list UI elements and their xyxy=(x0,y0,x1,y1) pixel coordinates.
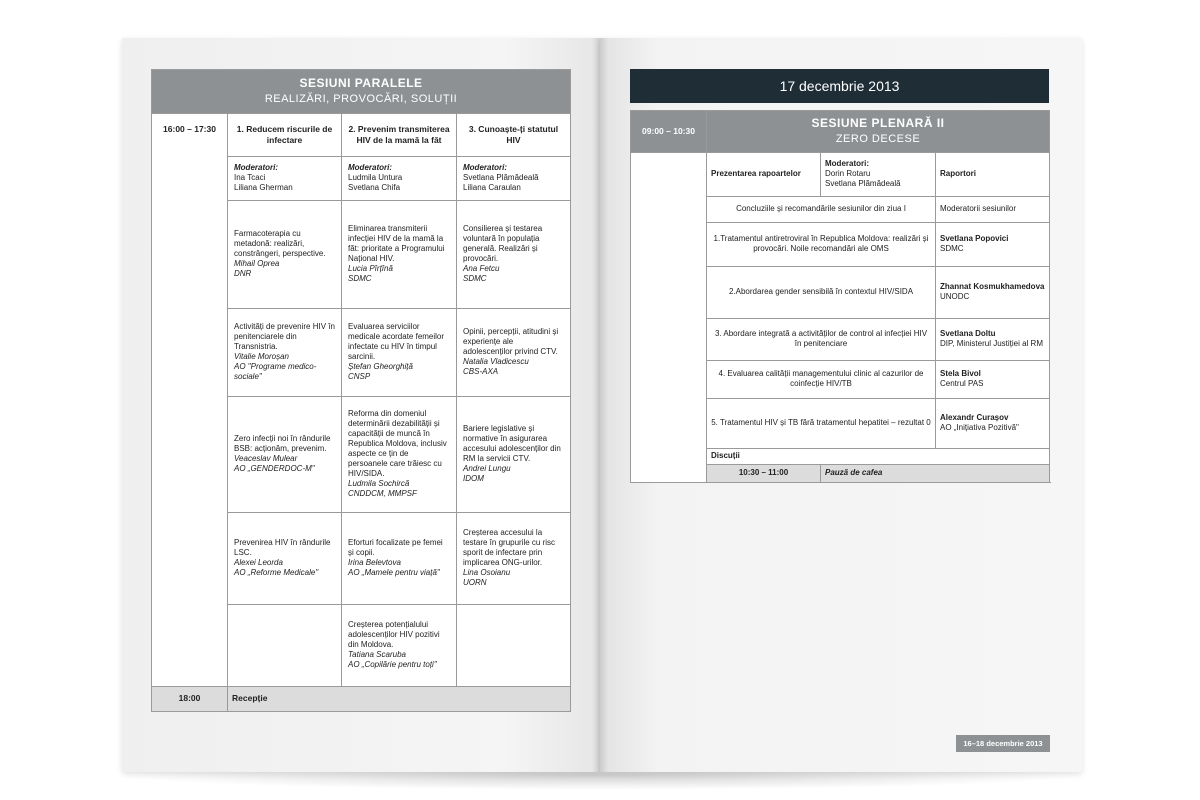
moderators-cell-1 xyxy=(228,156,342,200)
reporter-name: Svetlana Popovici xyxy=(940,234,1009,244)
break-time: 10:30 – 11:00 xyxy=(707,464,821,482)
reporter-cell xyxy=(936,222,1050,266)
presenter-name: Vitalie Moroșan xyxy=(234,352,289,362)
moderator-name: Liliana Gherman xyxy=(234,183,293,193)
presentation-cell xyxy=(342,512,457,604)
reporter-name: Stela Bivol xyxy=(940,369,981,379)
presentation-title: Creșterea accesului la testare în grupurile cu risc sporit de infectare prin implicarea ONG-urilor. xyxy=(463,528,556,568)
moderators-label: Moderatori: xyxy=(463,163,507,173)
presenter-name: Ștefan Gheorghiță xyxy=(348,362,413,372)
plenary-session-table xyxy=(630,110,1050,483)
parallel-sessions-table xyxy=(151,69,571,712)
presentation-title: Eforturi focalizate pe femei și copii. xyxy=(348,538,443,558)
column-header-2: 2. Prevenim transmiterea HIV de la mamă la făt xyxy=(342,113,457,156)
moderator-name: Svetlana Plămădeală xyxy=(825,179,901,189)
reporter-cell xyxy=(936,266,1050,318)
presentation-title: Opinii, percepții, atitudini și experiențe ale adolescenților privind CTV. xyxy=(463,327,559,357)
reporter-cell xyxy=(936,196,1050,222)
presenter-org: SDMC xyxy=(348,274,372,284)
presentation-cell xyxy=(228,512,342,604)
presentation-cell xyxy=(342,200,457,308)
presenter-org: DNR xyxy=(234,269,252,279)
book-gutter xyxy=(592,38,608,772)
presenter-org: CBS-AXA xyxy=(463,367,499,377)
moderator-name: Ludmila Untura xyxy=(348,173,403,183)
date-range-tag: 16–18 decembrie 2013 xyxy=(956,735,1050,752)
reception-time: 18:00 xyxy=(152,686,228,711)
presentation-cell xyxy=(228,308,342,396)
plenary-time: 09:00 – 10:30 xyxy=(631,111,707,153)
presentation-title: Reforma din domeniul determinării dezabilității și capacității de muncă în Republica Moldova, inclusiv aspecte ce țin de persoanele care trăiesc cu HIV/SIDA. xyxy=(348,409,447,479)
presentation-title: Bariere legislative și normative în asigurarea accesului adolescenților din RM la servicii CTV. xyxy=(463,424,561,464)
reporter-name: Zhannat Kosmukhamedova xyxy=(940,282,1045,292)
presentation-cell-empty xyxy=(228,604,342,686)
presenter-name: Ludmila Sochircă xyxy=(348,479,410,489)
moderator-name: Svetlana Chifa xyxy=(348,183,401,193)
reporters-column-header: Raportori xyxy=(936,152,1050,196)
presenter-org: CNDDCM, MMPSF xyxy=(348,489,417,499)
agenda-item: 5. Tratamentul HIV și TB fără tratamentul hepatitei – rezultat 0 xyxy=(707,398,936,448)
presenter-org: AO „Reforme Medicale" xyxy=(234,568,319,578)
presenter-name: Ana Fetcu xyxy=(463,264,500,274)
moderator-name: Liliana Caraulan xyxy=(463,183,521,193)
presenter-name: Veaceslav Mulear xyxy=(234,454,298,464)
parallel-sessions-subtitle: REALIZĂRI, PROVOCĂRI, SOLUȚII xyxy=(264,93,458,105)
presentation-title: Zero infecții noi în rândurile BSB: acționăm, prevenim. xyxy=(234,434,331,454)
presentation-cell xyxy=(228,200,342,308)
presenter-org: UORN xyxy=(463,578,487,588)
presentation-column-header: Prezentarea rapoartelor xyxy=(707,152,821,196)
presentation-title: Activități de prevenire HIV în penitenciarele din Transnistria. xyxy=(234,322,335,352)
reporter-org: UNODC xyxy=(940,292,970,302)
reporter-org: SDMC xyxy=(940,244,964,254)
presenter-name: Mihail Oprea xyxy=(234,259,280,269)
presenter-org: CNSP xyxy=(348,372,371,382)
reporter-org: Centrul PAS xyxy=(940,379,984,389)
moderators-cell-3 xyxy=(457,156,571,200)
presenter-org: SDMC xyxy=(463,274,487,284)
presentation-cell xyxy=(457,396,571,512)
presentation-title: Evaluarea serviciilor medicale acordate femeilor infectate cu HIV în timpul sarcinii. xyxy=(348,322,445,362)
presentation-title: Creșterea potențialului adolescenților HIV pozitivi din Moldova. xyxy=(348,620,440,650)
presentation-title: Consilierea și testarea voluntară în populația generală. Realizări și provocări. xyxy=(463,224,543,264)
moderators-label: Moderatori: xyxy=(234,163,278,173)
presentation-cell xyxy=(228,396,342,512)
date-header: 17 decembrie 2013 xyxy=(630,69,1049,103)
reporter-org: AO „Inițiativa Pozitivă" xyxy=(940,423,1019,433)
presenter-name: Andrei Lungu xyxy=(463,464,511,474)
moderator-name: Svetlana Plămădeală xyxy=(463,173,539,183)
presentation-title: Farmacoterapia cu metadonă: realizări, constrângeri, perspective. xyxy=(234,229,326,259)
presenter-name: Natalia Vladicescu xyxy=(463,357,529,367)
moderator-name: Dorin Rotaru xyxy=(825,169,871,179)
presenter-org: AO "Programe medico-sociale" xyxy=(234,362,317,382)
plenary-moderators xyxy=(821,152,936,196)
agenda-item: 4. Evaluarea calității managementului clinic al cazurilor de coinfecție HIV/TB xyxy=(707,360,936,398)
presenter-org: IDOM xyxy=(463,474,484,484)
plenary-subtitle: ZERO DECESE xyxy=(835,133,921,145)
column-header-3: 3. Cunoaște-ți statutul HIV xyxy=(457,113,571,156)
reporter-cell xyxy=(936,318,1050,360)
presenter-name: Irina Belevtova xyxy=(348,558,401,568)
presentation-cell xyxy=(342,308,457,396)
presentation-cell-empty xyxy=(457,604,571,686)
presentation-cell xyxy=(342,604,457,686)
presenter-name: Lucia Pîrțînă xyxy=(348,264,393,274)
presenter-name: Lina Osoianu xyxy=(463,568,511,578)
presenter-name: Tatiana Scaruba xyxy=(348,650,406,660)
presentation-cell xyxy=(457,200,571,308)
reporter-name: Alexandr Curașov xyxy=(940,413,1009,423)
agenda-item: Concluziile și recomandările sesiunilor din ziua I xyxy=(707,196,936,222)
presentation-title: Prevenirea HIV în rândurile LSC. xyxy=(234,538,331,558)
reporter-cell xyxy=(936,398,1050,448)
moderators-label: Moderatori: xyxy=(348,163,392,173)
column-header-1: 1. Reducem riscurile de infectare xyxy=(228,113,342,156)
parallel-sessions-header xyxy=(152,70,571,114)
reporter-cell xyxy=(936,360,1050,398)
presenter-name: Alexei Leorda xyxy=(234,558,283,568)
moderators-cell-2 xyxy=(342,156,457,200)
presenter-org: AO „Copilărie pentru toți" xyxy=(348,660,437,670)
break-label: Pauză de cafea xyxy=(821,464,1050,482)
agenda-item: 1.Tratamentul antiretroviral în Republica Moldova: realizări și provocări. Noile recomandări ale OMS xyxy=(707,222,936,266)
presenter-org: AO „GENDERDOC-M" xyxy=(234,464,315,474)
plenary-title: SESIUNE PLENARĂ II xyxy=(811,116,945,130)
plenary-header xyxy=(707,111,1050,153)
session-time: 16:00 – 17:30 xyxy=(152,113,228,686)
moderators-label: Moderatori: xyxy=(825,159,869,169)
reporter-name: Moderatorii sesiunilor xyxy=(940,204,1017,214)
presentation-cell xyxy=(457,308,571,396)
presenter-org: AO „Mamele pentru viață" xyxy=(348,568,440,578)
parallel-sessions-title: SESIUNI PARALELE xyxy=(299,76,423,90)
presentation-cell xyxy=(457,512,571,604)
reporter-name: Svetlana Doltu xyxy=(940,329,996,339)
presentation-title: Eliminarea transmiterii infecției HIV de la mamă la făt: prioritate a Programului Național HIV. xyxy=(348,224,445,264)
reporter-org: DIP, Ministerul Justiției al RM xyxy=(940,339,1043,349)
agenda-item: 3. Abordare integrată a activităților de control al infecției HIV în penitenciare xyxy=(707,318,936,360)
reception-label: Recepție xyxy=(228,686,571,711)
presentation-cell xyxy=(342,396,457,512)
moderator-name: Ina Tcaci xyxy=(234,173,266,183)
agenda-item: 2.Abordarea gender sensibilă în contextul HIV/SIDA xyxy=(707,266,936,318)
time-column-blank xyxy=(631,152,707,482)
discussion-label: Discuții xyxy=(707,448,1050,464)
